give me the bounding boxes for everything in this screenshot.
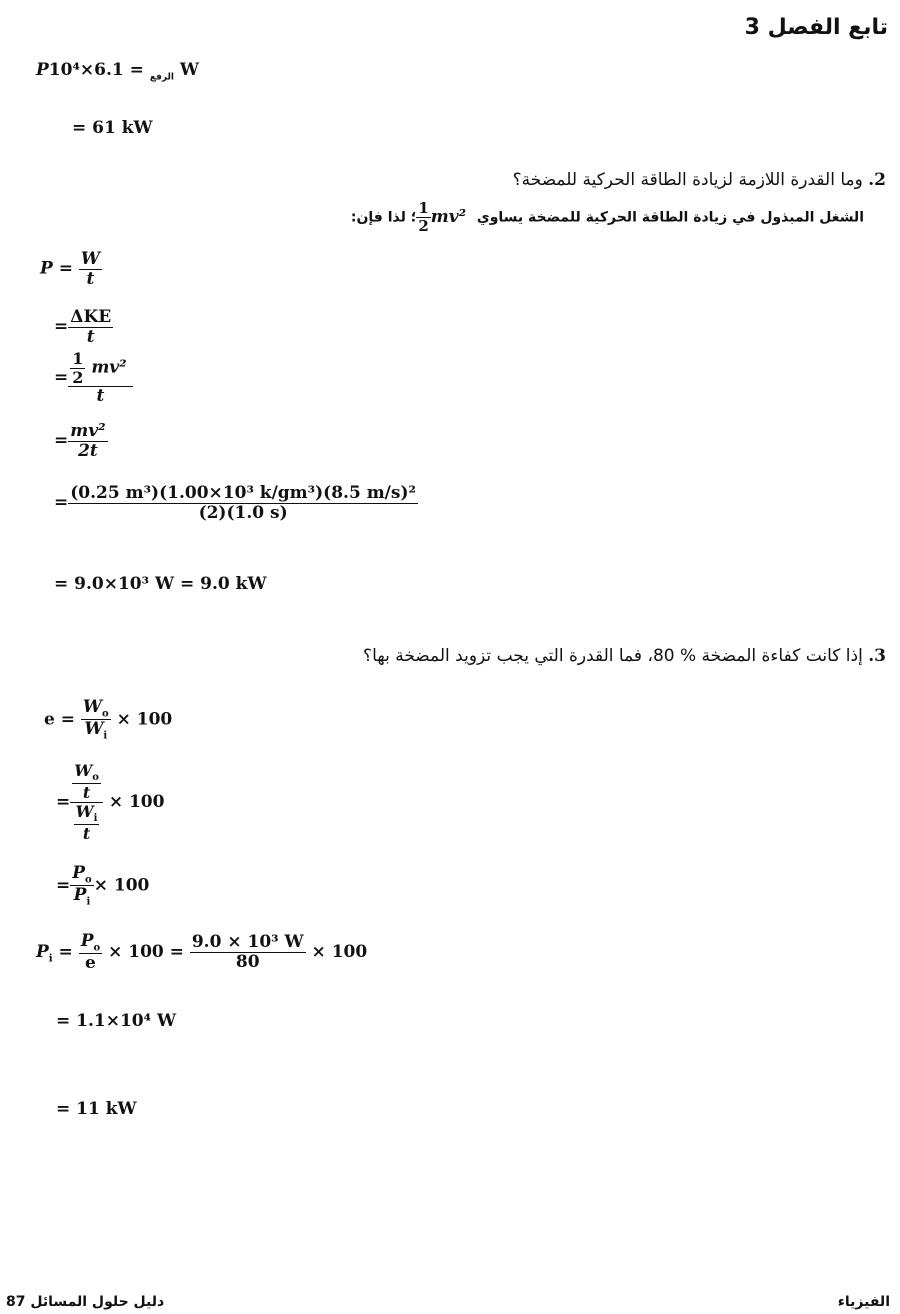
e-eq-compound: = $\frac{\frac{W_o}{t}}{\frac{W_i}{t}}$ × 100 (56, 761, 165, 843)
p-eq-numeric: = $\frac{\text{(0.25 m³)(1.00×10³ k/gm³)(8.5 m/s)²}}{(2)(1.0 s)}$ (54, 483, 416, 523)
e-eq-wo-over-wi: e = $\frac{W_o}{W_i}$ × 100 (44, 697, 173, 742)
p-lift-kw: = 61 kW (72, 118, 153, 138)
p-lift-line: P $_{الرفع}$ = 6.1×10⁴ W (36, 60, 199, 83)
chapter-title: تابع الفصل 3 (744, 15, 888, 40)
footer-guide: دليل حلول المسائل 87 (6, 1294, 165, 1310)
p-eq-half-mv2-over-t: = $\frac{1}{2}$ mv² t (54, 350, 133, 406)
question-3: 3. إذا كانت كفاءة المضخة % 80، فما القدرة التي يجب تزويد المضخة بها؟ (363, 646, 886, 666)
question-2: 2. وما القدرة اللازمة لزيادة الطاقة الحركية للمضخة؟ (512, 170, 886, 190)
e-eq-po-over-pi: = $\frac{P_o}{P_i}$ × 100 (56, 863, 150, 908)
p-eq-w-over-t: P = $\frac{W}{t}$ (40, 249, 100, 289)
p-eq-result: = 9.0×10³ W = 9.0 kW (54, 574, 267, 594)
pi-result-w: = 1.1×10⁴ W (56, 1011, 177, 1031)
question-2-hint: الشغل المبذول في زيادة الطاقة الحركية للمضخة يساوي $\frac{1}{2}$ mv² ؛ لذا فإن: (350, 199, 864, 235)
p-eq-mv2-over-2t: = $\frac{\text{mv²}}{2t}$ (54, 421, 106, 461)
p-eq-dke-over-t: = $\frac{\text{ΔKE}}{t}$ (54, 307, 112, 347)
pi-eq: $P_i$ = $\frac{P_o}{e}$ × 100 = $\frac{\text{9.0 × 10³ W}}{80}$ × 100 (36, 931, 368, 974)
footer-subject: الفيزياء (837, 1294, 890, 1310)
pi-result-kw: = 11 kW (56, 1099, 137, 1119)
